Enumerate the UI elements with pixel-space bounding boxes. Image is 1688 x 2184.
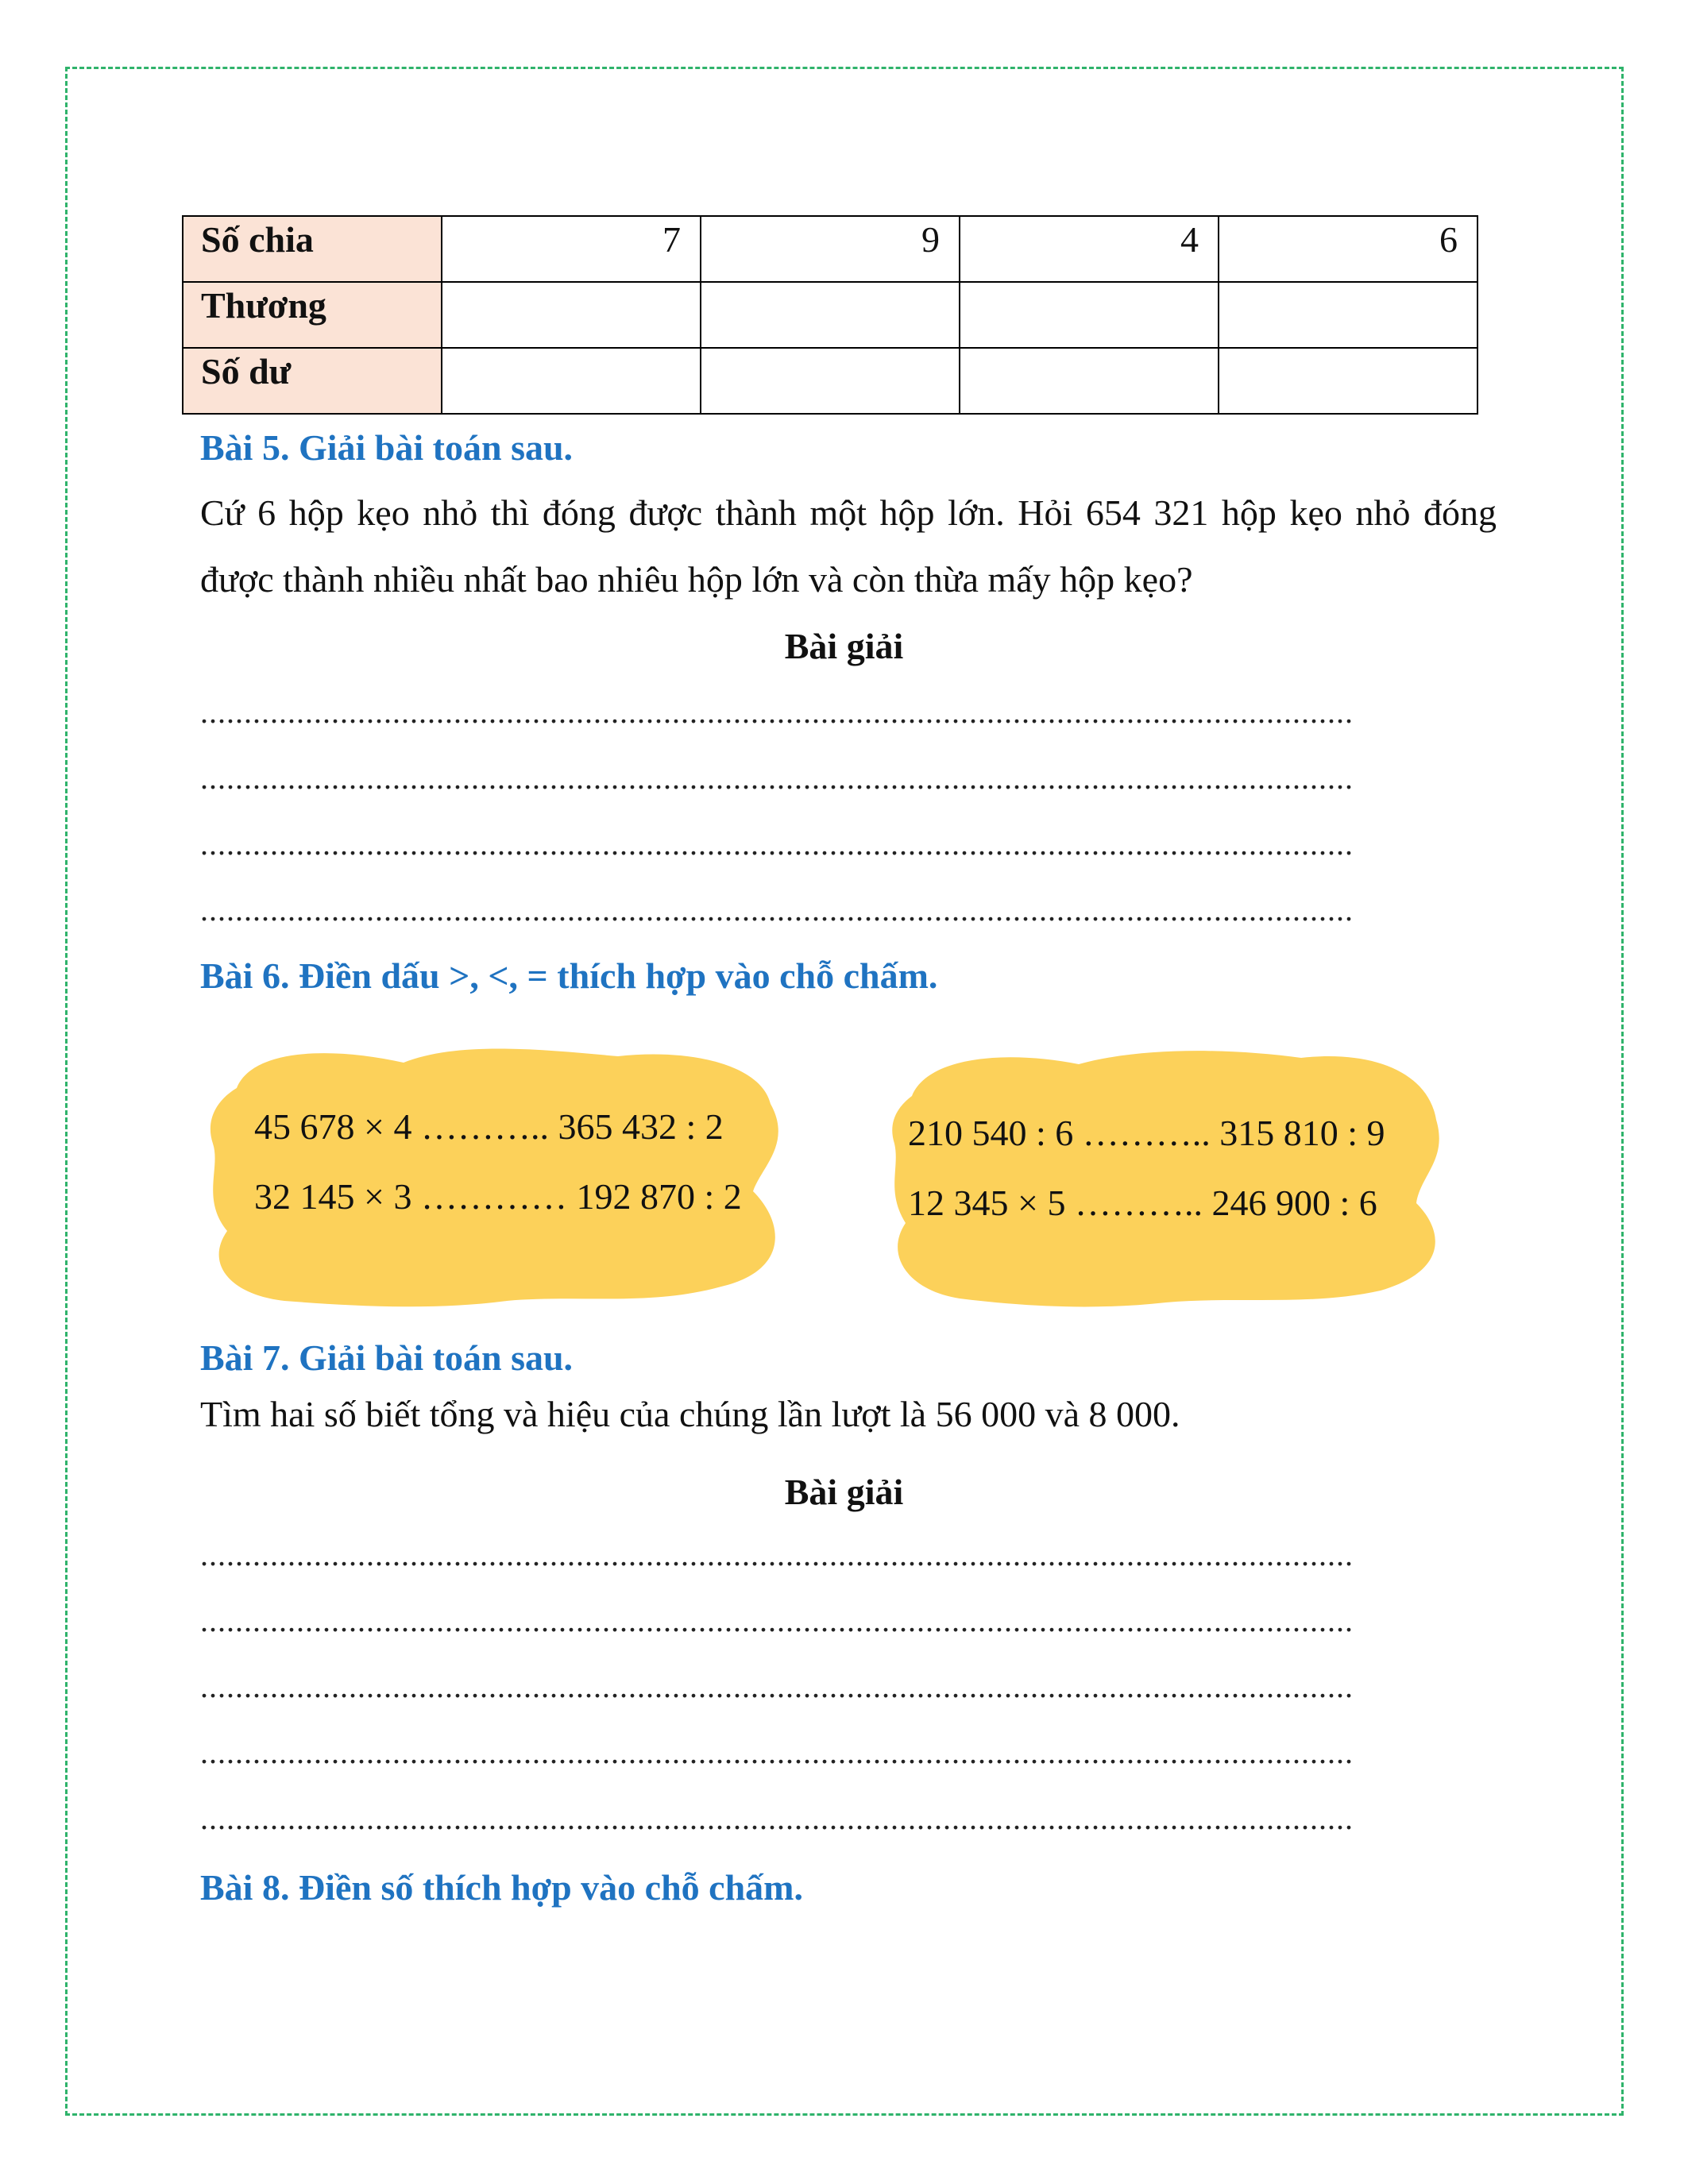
bai5-heading: Bài 5. Giải bài toán sau. [200, 427, 574, 468]
left-expression-2: 32 145 × 3 ………… 192 870 : 2 [254, 1176, 742, 1217]
table-row [183, 282, 1477, 348]
right-blob [888, 1032, 1444, 1314]
bai7-answer-line[interactable]: .................................................................................................................................... [200, 1603, 1354, 1638]
table-row [183, 216, 1477, 282]
left-expression-1: 45 678 × 4 ……….. 365 432 : 2 [254, 1106, 724, 1147]
table-cell[interactable] [960, 282, 1219, 348]
bai7-answer-line[interactable]: .................................................................................................................................... [200, 1734, 1354, 1770]
bai7-answer-line[interactable]: .................................................................................................................................... [200, 1537, 1354, 1572]
left-blob [205, 1032, 793, 1314]
table-cell[interactable] [960, 348, 1219, 414]
table-cell: 6 [1219, 216, 1477, 282]
table-cell[interactable] [701, 282, 960, 348]
table-row [183, 348, 1477, 414]
bai7-text: Tìm hai số biết tổng và hiệu của chúng lần lượt là 56 000 và 8 000. [200, 1394, 1180, 1434]
bai5-answer-line[interactable]: .................................................................................................................................... [200, 694, 1354, 730]
bai7-answer-line[interactable]: .................................................................................................................................... [200, 1800, 1354, 1836]
row-header: Thương [183, 282, 442, 348]
table-cell[interactable] [701, 348, 960, 414]
row-header: Số dư [183, 348, 442, 414]
bai6-heading: Bài 6. Điền dấu >, <, = thích hợp vào chỗ chấm. [200, 955, 938, 996]
table-cell[interactable] [1219, 348, 1477, 414]
table-cell[interactable] [442, 348, 701, 414]
table-cell: 9 [701, 216, 960, 282]
row-header: Số chia [183, 216, 442, 282]
bai5-text: Cứ 6 hộp kẹo nhỏ thì đóng được thành một hộp lớn. Hỏi 654 321 hộp kẹo nhỏ đóng được thành nhiều nhất bao nhiêu hộp lớn và còn thừa mấy hộp kẹo? [200, 492, 1497, 600]
table-cell[interactable] [442, 282, 701, 348]
table-cell[interactable] [1219, 282, 1477, 348]
bai7-solution-title: Bài giải [784, 1472, 904, 1512]
table-cell: 7 [442, 216, 701, 282]
bai7-heading: Bài 7. Giải bài toán sau. [200, 1337, 574, 1378]
division-table [182, 215, 1478, 415]
bai8-heading: Bài 8. Điền số thích hợp vào chỗ chấm. [200, 1867, 803, 1908]
bai5-answer-line[interactable]: .................................................................................................................................... [200, 760, 1354, 796]
bai5-solution-title: Bài giải [784, 626, 904, 666]
right-expression-2: 12 345 × 5 ……….. 246 900 : 6 [908, 1183, 1377, 1223]
right-expression-1: 210 540 : 6 ……….. 315 810 : 9 [908, 1113, 1385, 1153]
bai5-answer-line[interactable]: .................................................................................................................................... [200, 826, 1354, 862]
table-cell: 4 [960, 216, 1219, 282]
bai7-answer-line[interactable]: .................................................................................................................................... [200, 1669, 1354, 1704]
bai5-answer-line[interactable]: .................................................................................................................................... [200, 892, 1354, 928]
